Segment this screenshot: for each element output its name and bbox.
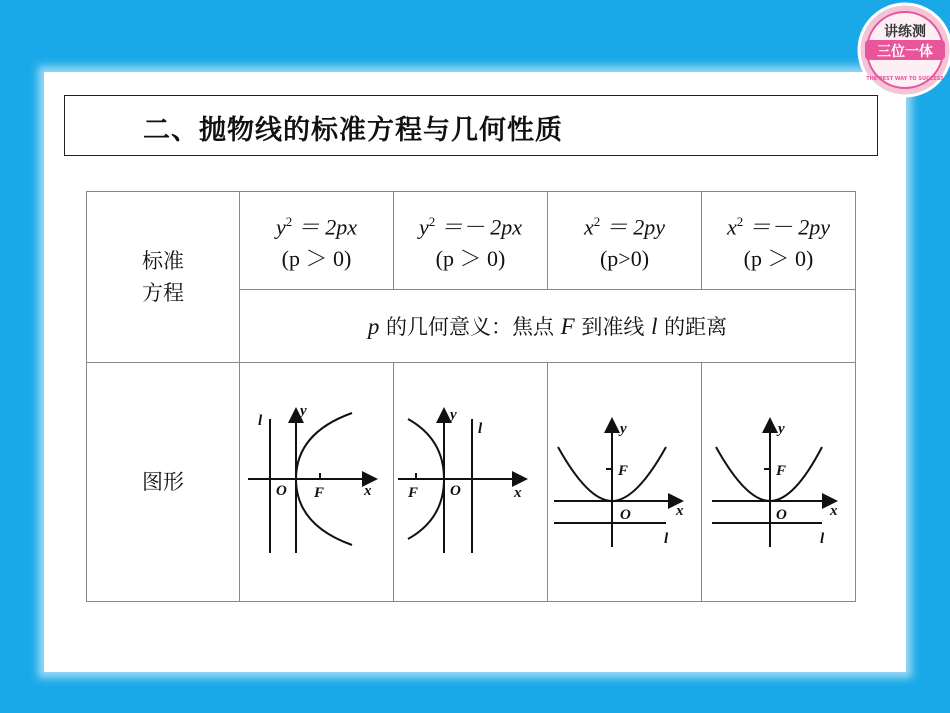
svg-text:O: O [276, 483, 287, 499]
row-label-standard-equation [87, 192, 240, 363]
title-box [64, 95, 878, 156]
brand-badge-logo [855, 0, 950, 100]
condition-4: (p ＞ 0) [743, 246, 814, 272]
svg-text:y: y [300, 403, 307, 419]
svg-text:F: F [776, 463, 787, 479]
svg-text:y: y [450, 407, 457, 423]
graph-cell-2 [394, 363, 548, 602]
graph-cell-3 [548, 363, 702, 602]
svg-text:l: l [664, 531, 669, 547]
svg-text:l: l [820, 531, 825, 547]
equation-cell-2: $y^2 =- 2px$ (p ＞ 0) [394, 192, 548, 290]
graph-left-opening [394, 363, 547, 596]
badge-line2: 三位一体 [877, 44, 933, 60]
condition-2: (p ＞ 0) [435, 246, 506, 272]
equation-cell-1: $y^2 = 2px$ (p ＞ 0) [240, 192, 394, 290]
svg-text:F: F [408, 485, 419, 501]
svg-text:y: y [778, 421, 785, 437]
svg-text:O: O [776, 507, 787, 523]
svg-text:F: F [618, 463, 629, 479]
graph-right-opening [240, 363, 393, 596]
graph-up-opening [548, 363, 701, 596]
svg-text:x: x [676, 503, 684, 519]
page-title: 二、抛物线的标准方程与几何性质 [143, 115, 563, 146]
svg-text:O: O [450, 483, 461, 499]
svg-text:x: x [364, 483, 372, 499]
badge-line1: 讲练测 [884, 24, 926, 40]
badge-ring-text: THE BEST WAY TO SUCCESS [866, 76, 944, 82]
p-meaning-cell: p 的几何意义：焦点 F 到准线 l 的距离 [240, 290, 856, 363]
svg-text:l: l [478, 421, 483, 437]
row-label-graph: 图形 [87, 363, 240, 602]
svg-text:l: l [258, 413, 263, 429]
parabola-properties-table [86, 191, 856, 602]
graph-down-opening [702, 363, 855, 596]
label-line1: 标准 [142, 249, 184, 273]
graph-cell-4 [702, 363, 856, 602]
svg-text:y: y [620, 421, 627, 437]
svg-text:x: x [830, 503, 838, 519]
svg-text:F: F [314, 485, 325, 501]
label-line2: 方程 [142, 281, 184, 305]
svg-text:x: x [514, 485, 522, 501]
graph-cell-1 [240, 363, 394, 602]
condition-1: (p ＞ 0) [281, 246, 352, 272]
condition-3: (p>0) [599, 246, 650, 272]
svg-text:O: O [620, 507, 631, 523]
equation-cell-4: $x^2 =- 2py$ (p ＞ 0) [702, 192, 856, 290]
equation-cell-3: $x^2 = 2py$ (p>0) [548, 192, 702, 290]
